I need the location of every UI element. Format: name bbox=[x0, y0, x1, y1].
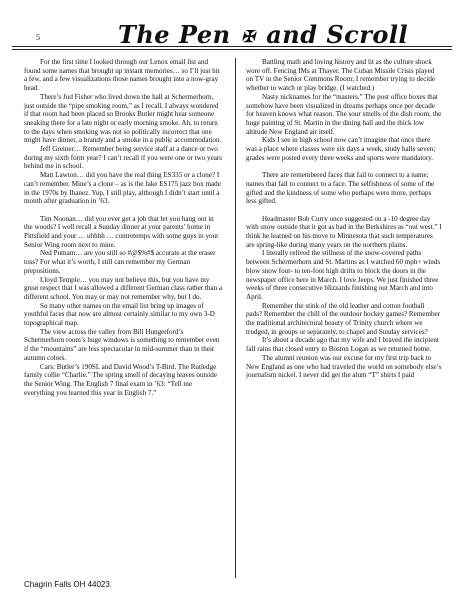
paragraph: So many other names on the email list bring up images of youthful faces that now are almost certainly similar to my own 3-D topographical map. bbox=[24, 301, 215, 328]
header-rule-thin bbox=[12, 49, 452, 50]
paragraph: Matt Lawton… did you have the real thing ES335 or a clone? I can’t remember. Mine’s a clone – as is the fake ES175 jazz box made in the 1970s by Ibanez. Yup, I still play, although I didn’t start until a month after graduation in ’63. bbox=[24, 171, 221, 206]
paragraph: Tim Noonan… did you ever get a job that let you hang out in the woods? I well recall a Sunday dinner at your parents’ home in Pittsfield and your … uhhhh … contretemps with some guys in your Senior Wing room next to mine. bbox=[24, 214, 219, 249]
paragraph: Lloyd Temple… you may not believe this, but you have my great respect that I was allowed a different German class rather than a different school. You may or may not remember why, but I do. bbox=[24, 275, 223, 301]
paragraph: The view across the valley from Bill Hungerford’s Schermerhorn room’s huge windows is something to remember even if the “mountains” are less spectacular in mid-summer than in their autumn colors. bbox=[24, 327, 220, 362]
paragraph: Cars: Butler’s 190SL and David Wood’s T-Bird. The Rutledge family collie “Charlie.” The spring smell of decaying leaves outside the Senior Wing. The English 7 final exam in ’63: “Tell me everything you learned this year in English 7.” bbox=[24, 362, 217, 397]
footer-location: Chagrin Falls OH 44023 bbox=[24, 580, 110, 589]
header-rule bbox=[12, 46, 452, 47]
paragraph: There’s Jud Fisher who lived down the hall at Schermerhorn, just outside the “pipe smoking room,” as I recall. I always wondered if that room had been placed so Brooks Butler might hear someone sneaking there for a late night or early morning smoke. Ah, to return to the days when smoking was not so politically incorrect that one might have dinner, a brandy and a smoke in a public accommodation. bbox=[24, 92, 222, 145]
paragraph: Battling math and loving history and lit as the culture shock wore off. Fencing IMs at Thayer. The Cuban Missile Crisis played on TV in the Senior Commons Room; I remember trying to decide whether to watch or play bridge. (I watched.) bbox=[246, 58, 436, 93]
paragraph: For the first time I looked through our Lenox email list and found some names that brought up instant memories… so I’ll just hit a few, and a few visualizations those names brought into a now-gray head. bbox=[24, 58, 220, 93]
paragraph: Headmaster Bob Curry once suggested on a -10 degree day with snow outside that it got as bad in the Berkshires as “out west.” I think he learned on his move to Minnesota that such temperatures are spring-like during many years on the northern plains. bbox=[246, 214, 442, 249]
paragraph: Kids I see in high school now can’t imagine that once there was a place where classes were six days a week, study halls seven; grades were posted every three weeks and sports were mandatory. bbox=[246, 136, 436, 162]
paragraph: Ned Putnam… are you still so #@$%#$ accurate at the eraser toss? For what it’s worth, I still can remember my German prepositions. bbox=[24, 249, 216, 275]
cross-icon: ✠ bbox=[241, 27, 256, 46]
masthead-title bbox=[118, 20, 408, 49]
left-column bbox=[24, 58, 224, 397]
paragraph: There are remembered faces that fail to connect to a name; names that fail to connect to a face. The selfishness of some of the gifted and the kindness of some who perhaps were more, perhaps less gifted. bbox=[246, 171, 435, 206]
masthead-title-part2: and Scroll bbox=[266, 20, 409, 49]
masthead-title-part1: The Pen bbox=[118, 20, 231, 49]
page-number: 5 bbox=[36, 33, 40, 42]
paragraph: Remember the stink of the old leather and cotton football pads? Remember the chill of the outdoor hockey games? Remember the traditional architectural beauty of Trinity church where we trudged, in groups or separately, to chapel and Sunday services? bbox=[246, 301, 441, 336]
paragraph: Jeff Greiner… Remember being service staff at a dance or two during my sixth form year? I can’t recall if you were one or two years behind me in school. bbox=[24, 145, 223, 171]
column-divider bbox=[235, 58, 236, 578]
paragraph: I literally relived the stillness of the snow-covered paths between Schermerhorn and St. Martins as I watched 60 mph+ winds blow snow four- to ten-foot high drifts to block the doors in the newspaper office here in March. I love Jeeps. We just finished three weeks of three consecutive blizzards finishing out March and into April. bbox=[246, 249, 441, 301]
paragraph: It’s about a decade ago that my wife and I braved the incipient fall rains that closed entry to Boston Logan as we returned home. bbox=[246, 336, 439, 354]
paragraph: Nasty nicknames for the “masters.” The post office boxes that somehow have been visualized in dreams perhaps once per decade for heaven knows what reason. The sour smells of the dish room, the huge painting of St. Martin in the dining hall and the thick low altitude New England air itself. bbox=[246, 92, 442, 136]
right-column bbox=[246, 58, 442, 380]
paragraph: The alumni reunion was our excuse for my first trip back to New England as one who had traveled the world on somebody else’s journalism nickel. I never did get the alum “T” shirts I paid bbox=[246, 353, 442, 380]
